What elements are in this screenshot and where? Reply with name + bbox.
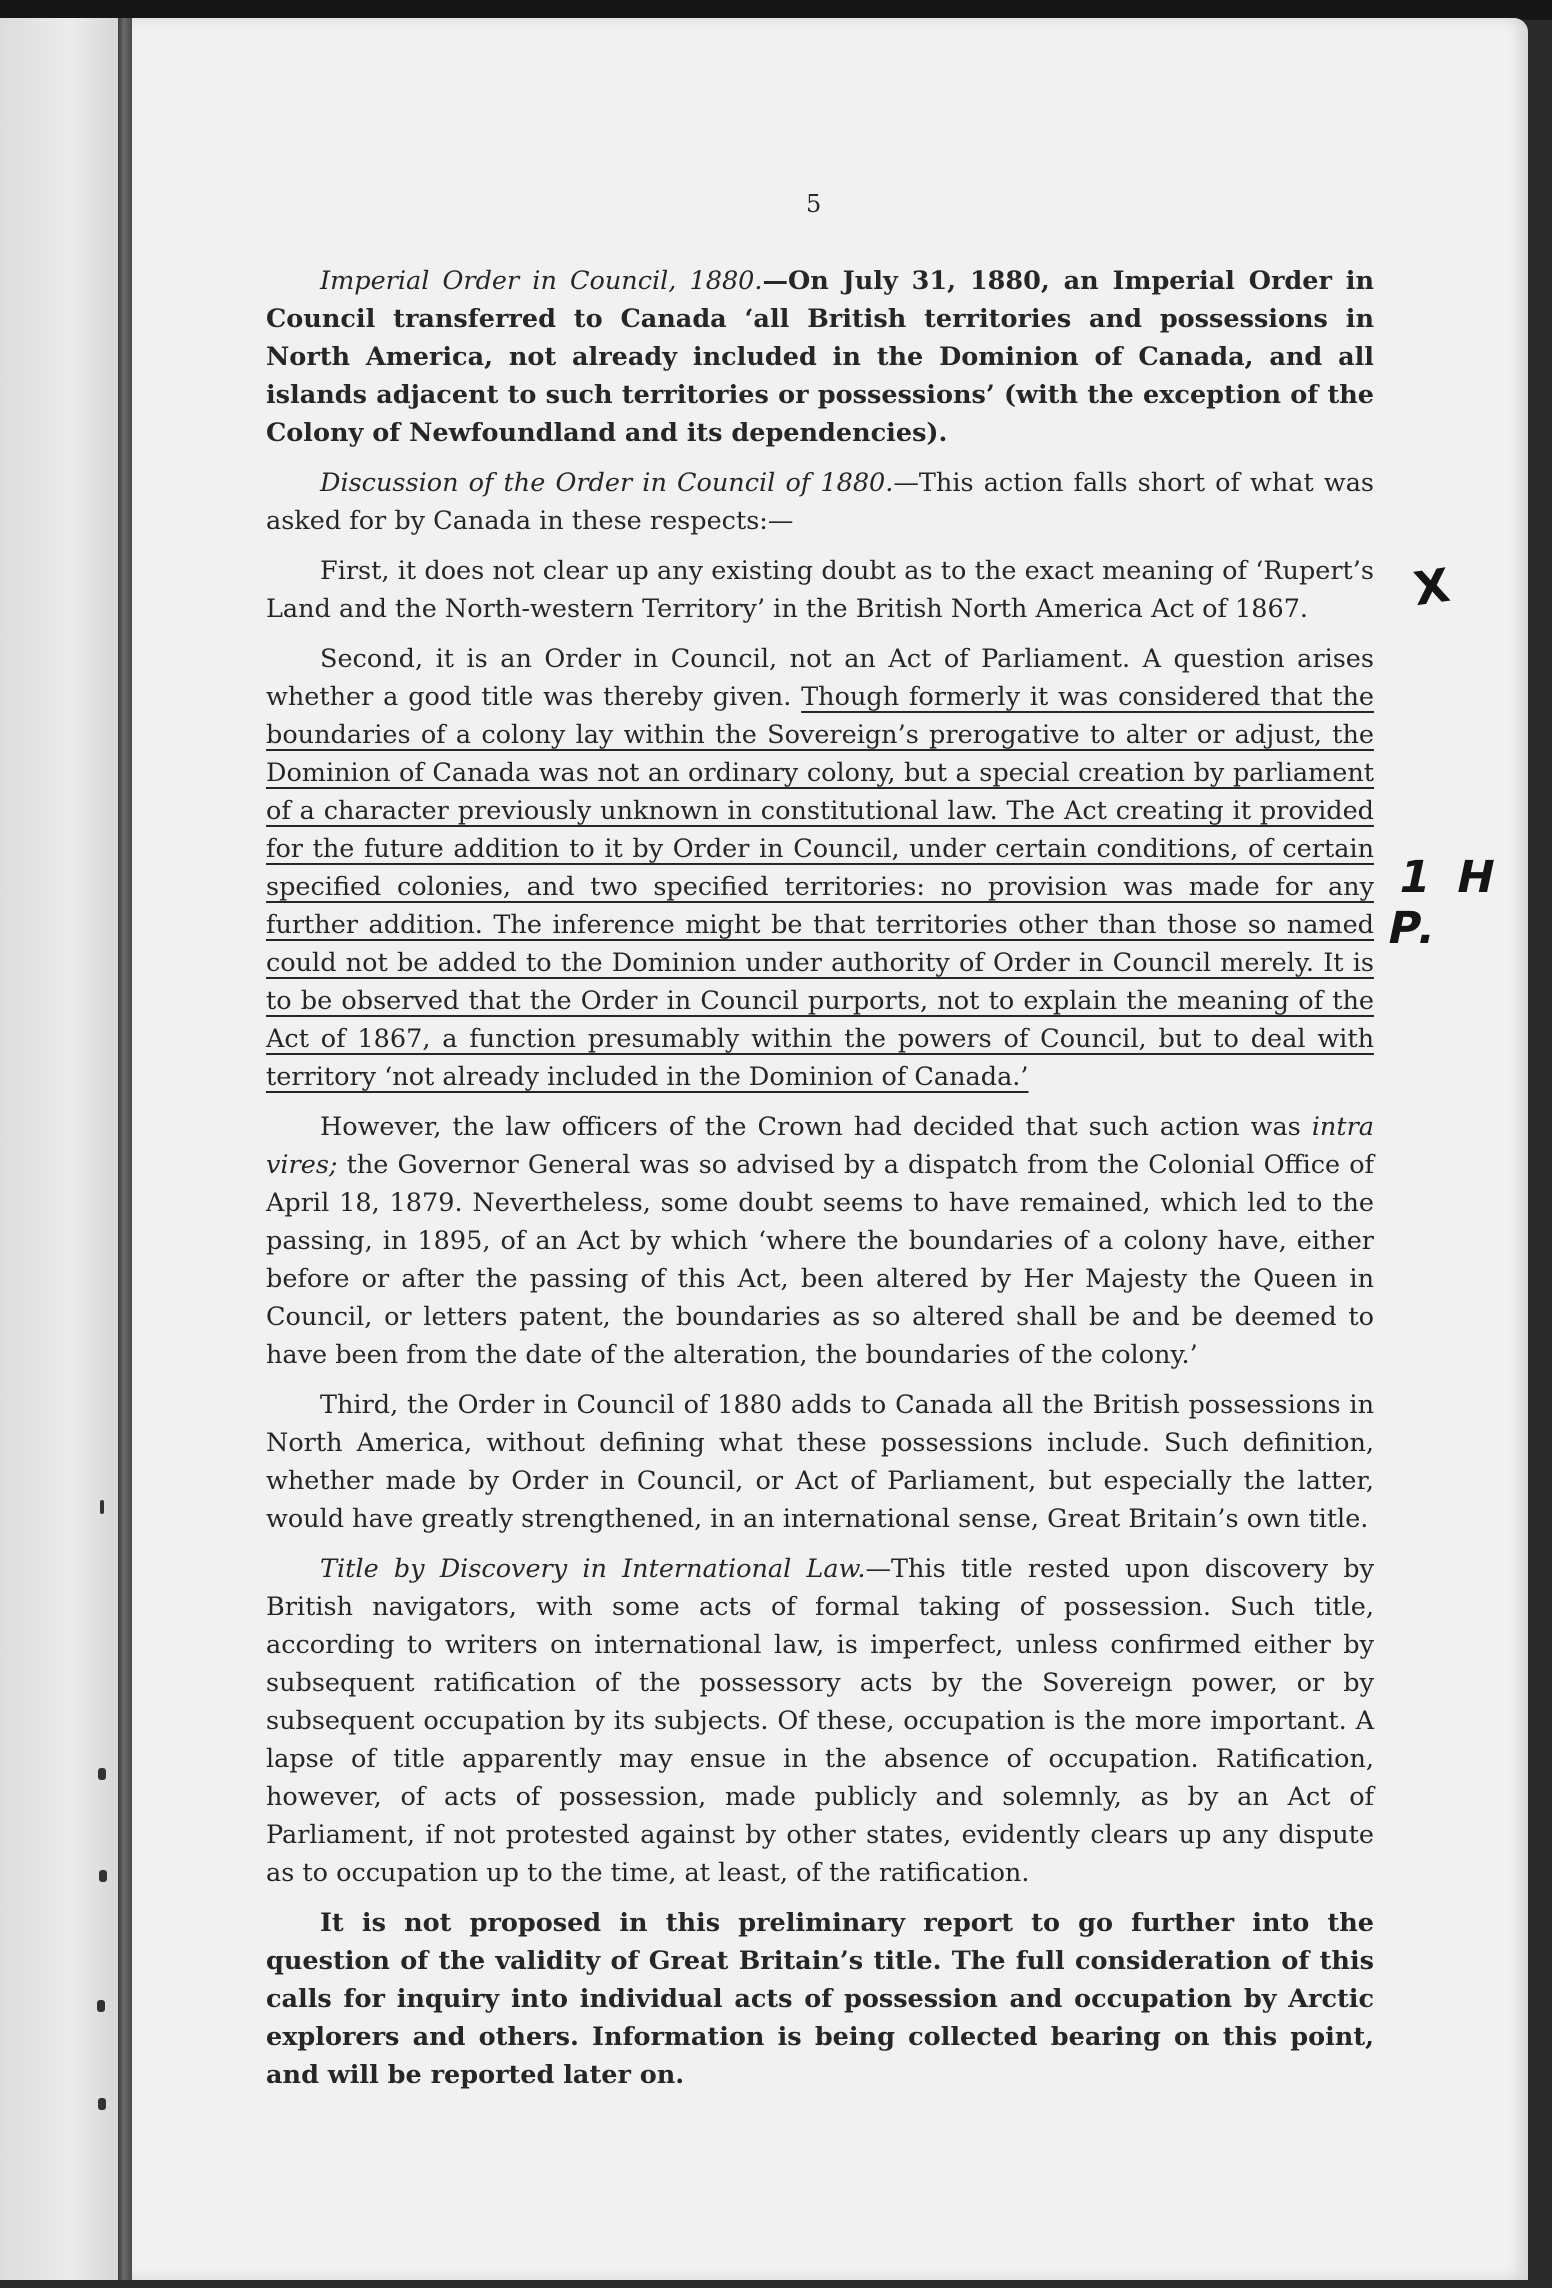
paragraph-text: the Governor General was so advised by a dispatch from the Colonial Office of April 18, 1879. Nevertheless, some doubt seems to have remained, which led to the passing, in 1895, of an Act by which ‘where the boundaries of a colony have, either before or after the passing of this Act, been altered by Her Majesty the Queen in Council, or letters patent, the boundaries as so altered shall be and be deemed to have been from the date of the alteration, the boundaries of the colony.’ — [266, 1150, 1374, 1370]
book-spine — [118, 18, 132, 2280]
paragraph-discussion — [266, 464, 1374, 540]
previous-page-edge — [0, 18, 118, 2280]
body-text — [266, 262, 1374, 2106]
paragraph-title-by-discovery — [266, 1550, 1374, 1892]
paragraph-heading: Title by Discovery in International Law. — [320, 1554, 866, 1584]
margin-speck — [99, 1870, 107, 1882]
paragraph-text: Third, the Order in Council of 1880 adds to Canada all the British possessions in North America, without defining what these possessions include. Such definition, whether made by Order in Council, or Act of Parliament, but especially the latter, would have greatly strengthened, in an international sense, Great Britain’s own title. — [266, 1390, 1374, 1534]
paragraph-heading: Discussion of the Order in Council of 1880. — [320, 468, 894, 498]
paragraph-third — [266, 1386, 1374, 1538]
paragraph-text: It is not proposed in this preliminary report to go further into the question of the validity of Great Britain’s title. The full consideration of this calls for inquiry into individual acts of possession and occupation by Arctic explorers and others. Information is being collected bearing on this point, and will be reported later on. — [266, 1908, 1374, 2090]
handwritten-x-mark: X — [1410, 557, 1454, 617]
paragraph-text: —On July 31, 1880, an Imperial Order in Council transferred to Canada ‘all British territories and possessions in North America, not already included in the Dominion of Canada, and all islands adjacent to such territories or possessions’ (with the exception of the Colony of Newfoundland and its dependencies). — [266, 266, 1374, 448]
margin-speck — [98, 2098, 106, 2110]
paragraph-imperial-order — [266, 262, 1374, 452]
italic-term: intra vires; — [266, 1112, 1374, 1180]
paragraph-text: However, the law officers of the Crown had decided that such action was — [320, 1112, 1312, 1142]
paragraph-however — [266, 1108, 1374, 1374]
paragraph-text: —This title rested upon discovery by British navigators, with some acts of formal taking of possession. Such title, according to writers on international law, is imperfect, unless confirmed either by subsequent ratification of the possessory acts by the Sovereign power, or by subsequent occupation by its subjects. Of these, occupation is the more important. A lapse of title apparently may ensue in the absence of occupation. Ratification, however, of acts of possession, made publicly and solemnly, as by an Act of Parliament, if not protested against by other states, evidently clears up any dispute as to occupation up to the time, at least, of the ratification. — [266, 1554, 1374, 1888]
underlined-passage: Though formerly it was considered that the boundaries of a colony lay within the Sovereign’s prerogative to alter or adjust, the Dominion of Canada was not an ordinary colony, but a special creation by parliament of a character previously unknown in constitutional law. The Act creating it provided for the future addition to it by Order in Council, under certain conditions, of certain specified colonies, and two specified territories: no provision was made for any further addition. The inference might be that territories other than those so named could not be added to the Dominion under authority of Order in Council merely. It is to be observed that the Order in Council purports, not to explain the meaning of the Act of 1867, a function presumably within the powers of Council, but to deal with territory ‘not already included in the Dominion of Canada.’ — [266, 682, 1375, 1092]
paragraph-text: First, it does not clear up any existing doubt as to the exact meaning of ‘Rupert’s Land and the North-western Territory’ in the British North America Act of 1867. — [266, 556, 1374, 624]
paragraph-text: Second, it is an Order in Council, not an Act of Parliament. A question arises whether a good title was thereby given. — [266, 644, 1374, 712]
scan-top-border — [0, 0, 1552, 20]
paragraph-heading: Imperial Order in Council, 1880. — [320, 266, 763, 296]
handwritten-margin-note: 1 H P. — [1383, 852, 1506, 954]
paragraph-first — [266, 552, 1374, 628]
paragraph-text: —This action falls short of what was asked for by Canada in these respects:— — [266, 468, 1374, 536]
margin-speck — [100, 1500, 104, 1514]
paragraph-second — [266, 640, 1374, 1096]
page-number: 5 — [806, 190, 822, 218]
margin-speck — [97, 2000, 105, 2012]
paragraph-conclusion — [266, 1904, 1374, 2094]
margin-speck — [98, 1768, 106, 1780]
